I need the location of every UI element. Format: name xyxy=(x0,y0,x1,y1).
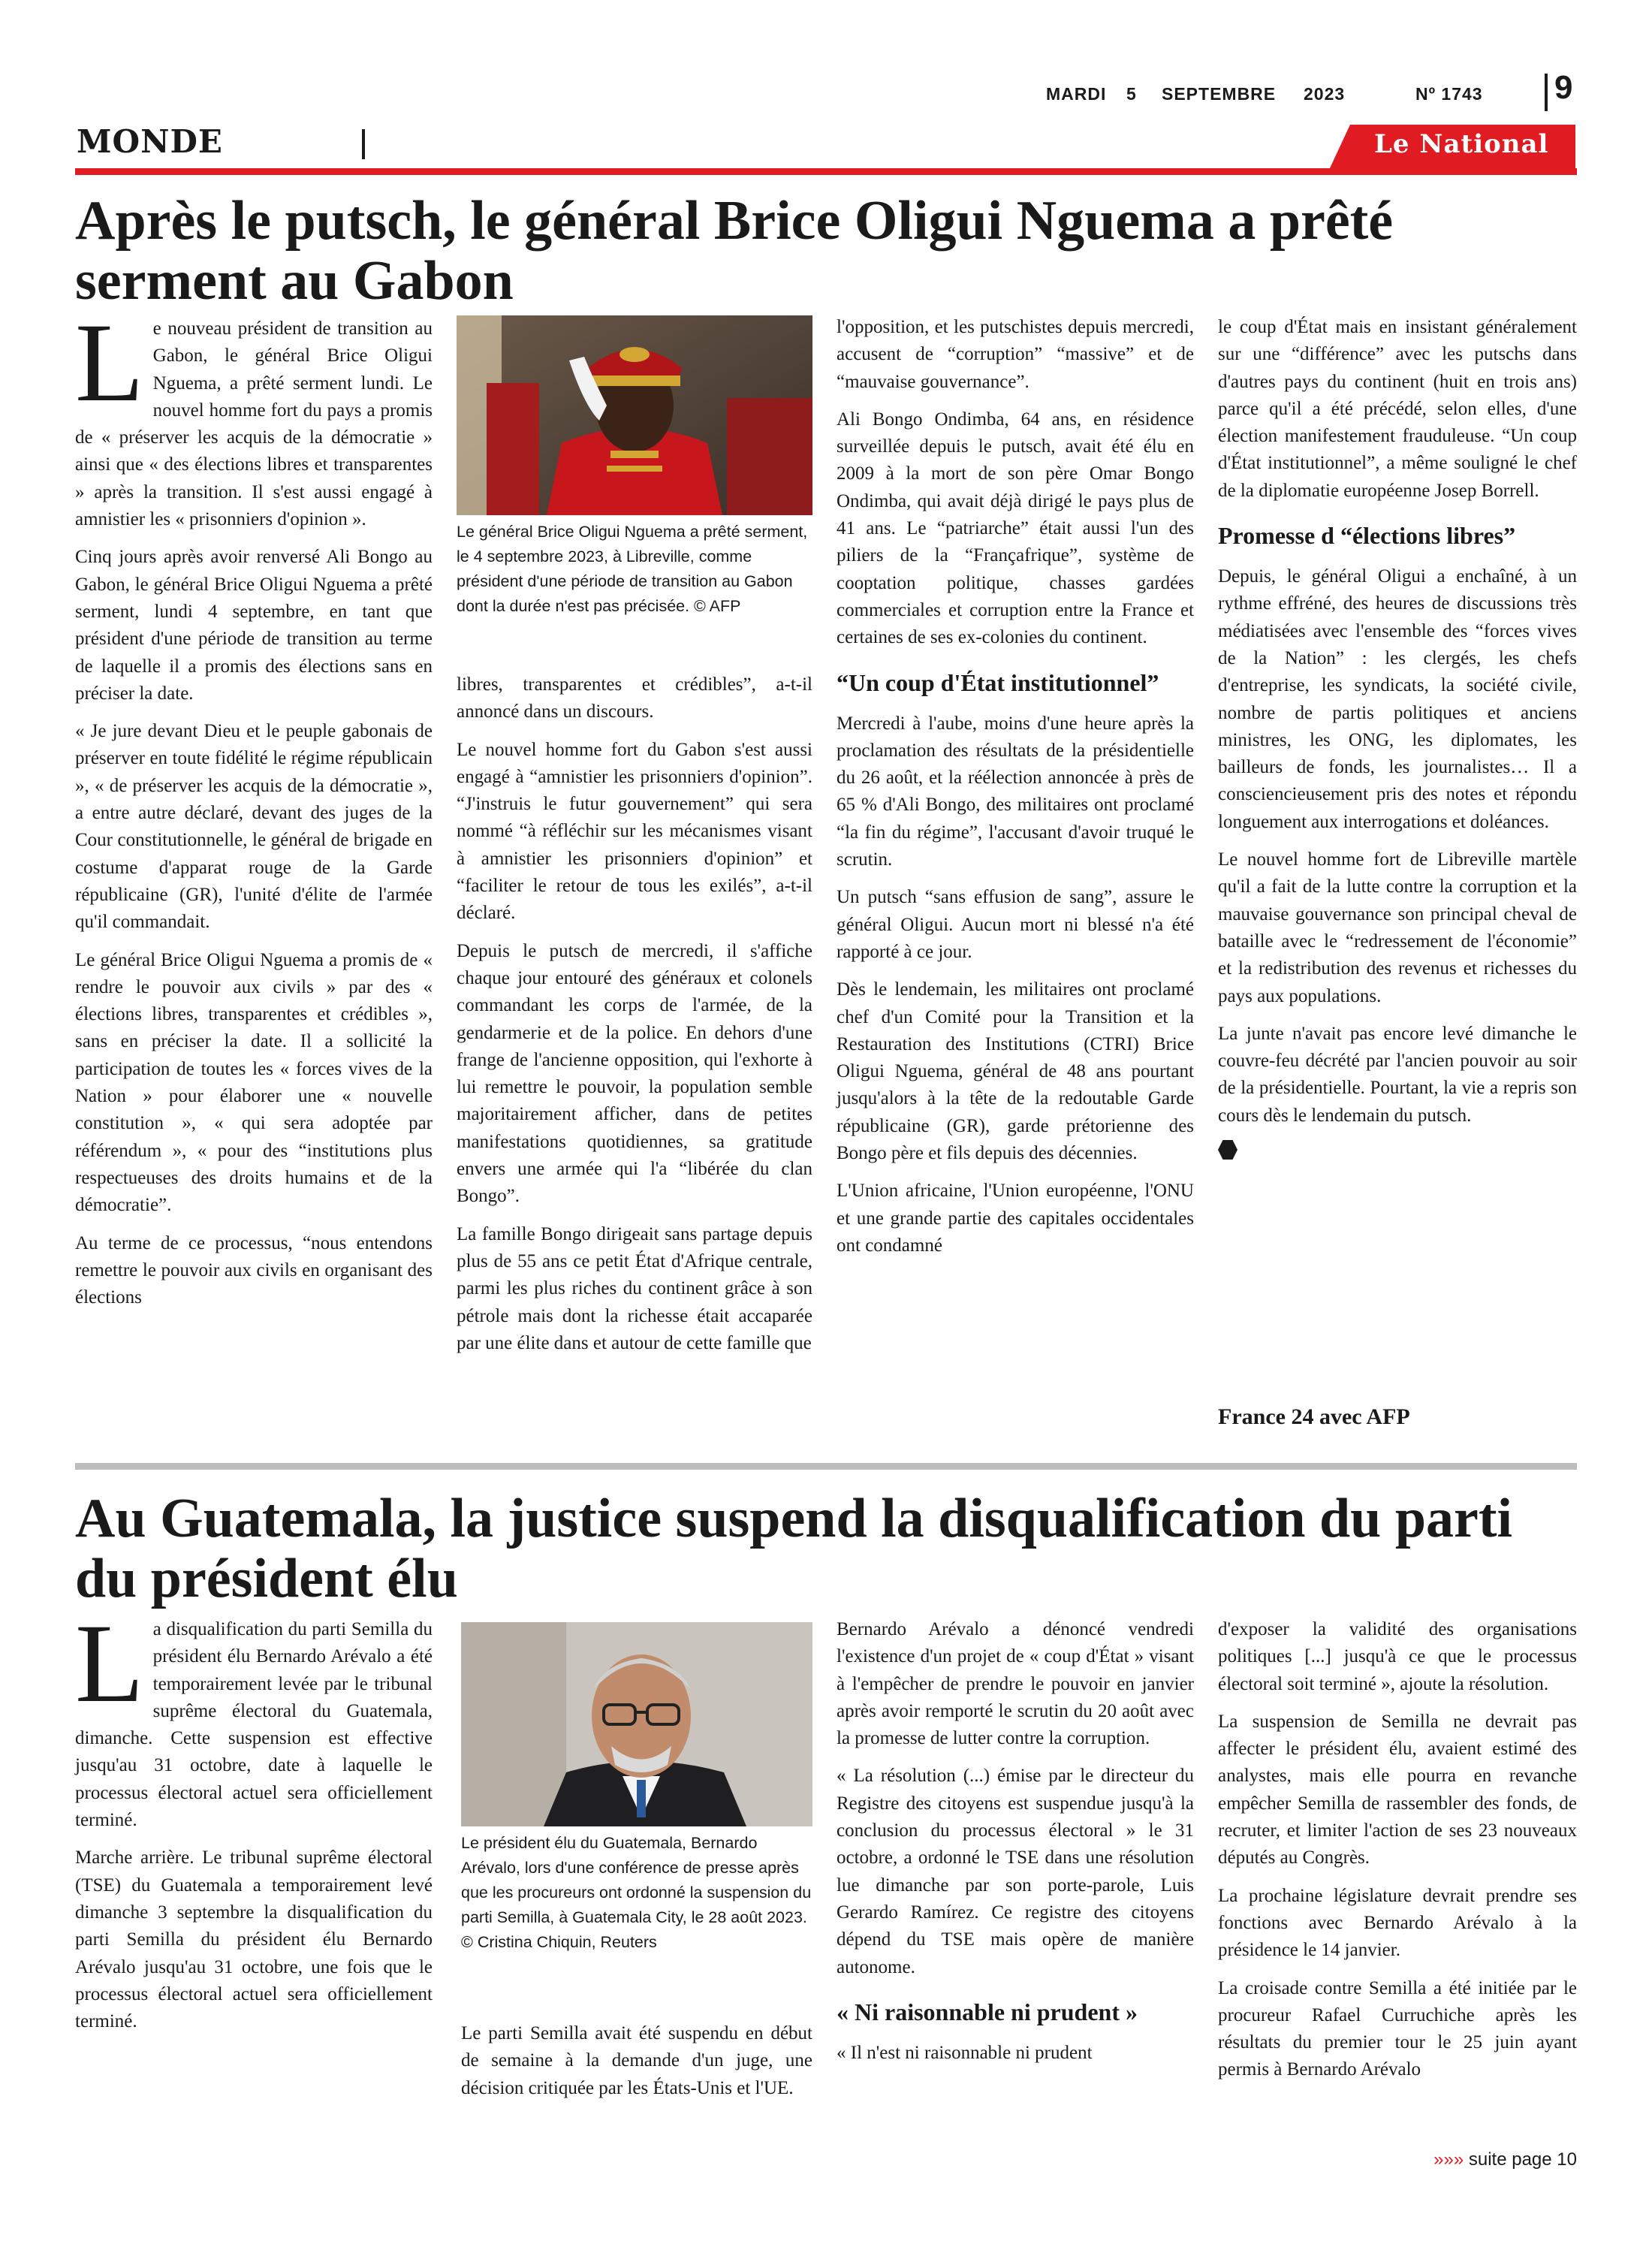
article1-subhead: “Un coup d'État institutionnel” xyxy=(837,668,1159,696)
article2-paragraph: La prochaine législature devrait prendre ses fonctions avec Bernardo Arévalo à la présidence le 14 janvier. xyxy=(1218,1885,1577,1961)
article1-paragraph: L'Union africaine, l'Union européenne, l'ONU et une grande partie des capitales occidentales ont condamné xyxy=(837,1181,1194,1256)
article-separator xyxy=(75,1463,1577,1470)
article1-column-1 xyxy=(75,300,433,1322)
article2-paragraph: Marche arrière. Le tribunal suprême électoral (TSE) du Guatemala a temporairement levé dimanche 3 septembre la disqualification du parti Semilla du président élu Bernardo Arévalo jusqu'au 31 octobre, une fois que le processus électoral actuel sera officiellement terminé. xyxy=(75,1847,433,2032)
article1-paragraph: La famille Bongo dirigeait sans partage depuis plus de 55 ans ce petit État d'Afrique centrale, parmi les plus riches du continent grâce à son pétrole mais dont la richesse était accaparée par une élite dans et autour de cette famille que xyxy=(457,1223,812,1353)
continued-label: suite page 10 xyxy=(1468,2149,1577,2170)
article1-subhead: Promesse d “élections libres” xyxy=(1218,522,1516,550)
article2-paragraph: d'exposer la validité des organisations politiques [...] jusqu'à ce que le processus électoral soit terminé », ajoute la résolution. xyxy=(1218,1619,1577,1694)
article1-paragraph: Le général Brice Oligui Nguema a promis de « rendre le pouvoir aux civils » par des « élections libres, transparentes et crédibles », sans en préciser la date. Il a sollicité la participation de toutes les « forces vives de la Nation » pour élaborer une « nouvelle constitution », « qui sera adoptée par référendum », « pour des “institutions plus respectueuses des droits humains et de la démocratie”. xyxy=(75,949,433,1216)
article2-headline xyxy=(75,1488,1592,1609)
article1-column-2 xyxy=(457,671,812,1368)
article2-paragraph: « La résolution (...) émise par le directeur du Registre des citoyens est suspendue jusqu'à la conclusion du processus électoral » le 31 octobre, a ordonné le TSE dans une résolution lue dimanche par son porte-parole, Luis Gerardo Ramírez. Ce registre des citoyens dépend du TSE mais opère de manière autonome. xyxy=(837,1766,1194,1977)
continued-link[interactable] xyxy=(1367,2149,1577,2170)
article1-paragraph: libres, transparentes et crédibles”, a-t-il annoncé dans un discours. xyxy=(457,674,812,722)
article1-paragraph: Mercredi à l'aube, moins d'une heure après la proclamation des résultats de la présidentielle du 26 août, et la réélection annoncée à près de 65 % d'Ali Bongo, des militaires ont proclamé “la fin du régime”, l'accusant d'avoir truqué le scrutin. xyxy=(837,713,1194,870)
header-rule xyxy=(75,168,1577,175)
general-portrait-image xyxy=(457,315,812,515)
article1-paragraph: Depuis, le général Oligui a enchaîné, à un rythme effréné, des heures de discussions très médiatisées avec l'ensemble des “forces vives de la Nation” : les clergés, les chefs d'entreprise, les syndicats, la société civile, nombre de partis politiques et anciens ministres, les ONG, les diplomates, les bailleurs de fonds, les journalistes… Il a consciencieusement pris des notes et répondu longuement aux interrogations et doléances. xyxy=(1218,566,1577,832)
article2-paragraph: Bernardo Arévalo a dénoncé vendredi l'existence d'un projet de « coup d'État » visant à l'empêcher de prendre le pouvoir en janvier après avoir remporté le scrutin du 20 août avec la promesse de lutter contre la corruption. xyxy=(837,1619,1194,1749)
article1-headline-line1: Après le putsch, le général Brice Oligui Nguema a prêté xyxy=(75,190,1394,252)
article2-column-1 xyxy=(75,1601,433,2046)
article1-caption: Le général Brice Oligui Nguema a prêté serment, le 4 septembre 2023, à Libreville, comme président d'une période de transition au Gabon dont la durée n'est pas précisée. © AFP xyxy=(457,523,808,615)
header-day: MARDI xyxy=(1046,84,1107,104)
article1-paragraph: Le nouvel homme fort de Libreville martèle qu'il a fait de la lutte contre la corruption et la mauvaise gouvernance son principal cheval de bataille avec le “redressement de l'économie” et la redistribution des revenus et richesses du pays aux populations. xyxy=(1218,849,1577,1006)
article1-paragraph: Au terme de ce processus, “nous entendons remettre le pouvoir aux civils en organisant des élections xyxy=(75,1232,433,1308)
article2-photo xyxy=(461,1622,812,1826)
article2-dropcap: L xyxy=(75,1601,144,1726)
article2-paragraph: Le parti Semilla avait été suspendu en début de semaine à la demande d'un juge, une décision critiquée par les États-Unis et l'UE. xyxy=(461,2023,812,2098)
article1-paragraph: Le nouvel homme fort du Gabon s'est aussi engagé à “amnistier les prisonniers d'opinion”. “J'instruis le futur gouvernement” qui sera nommé “à réfléchir sur les mécanismes visant à amnistier les prisonniers d'opinion” et “faciliter le retour de tous les exilés”, a-t-il déclaré. xyxy=(457,739,812,924)
page-number-divider xyxy=(1545,74,1548,111)
article1-paragraph: Ali Bongo Ondimba, 64 ans, en résidence surveillée depuis le putsch, avait été élu en 2009 à la mort de son père Omar Bongo Ondimba, qui avait déjà dirigé le pays plus de 41 ans. Le “patriarche” était aussi l'un des piliers de la “Françafrique”, système de cooptation politique, chasses gardées commerciales et corruption entre la France et certaines de ses ex-colonies du continent. xyxy=(837,409,1194,648)
article2-subhead: « Ni raisonnable ni prudent » xyxy=(837,1998,1138,2025)
article2-paragraph: La croisade contre Semilla a été initiée par le procureur Rafael Curruchiche après les résultats du premier tour le 25 juin ayant permis à Bernardo Arévalo xyxy=(1218,1977,1577,2080)
article1-paragraph: Cinq jours après avoir renversé Ali Bongo au Gabon, le général Brice Oligui Nguema a prêté serment, lundi 4 septembre, en tant que président d'une période de transition au terme de laquelle il a promis des élections sans en préciser la date. xyxy=(75,547,433,704)
article1-paragraph: le coup d'État mais en insistant généralement sur une “différence” avec les putschs dans d'autres pays du continent (huit en trois ans) parce qu'il a été précédé, selon elles, d'une élection manifestement frauduleuse. “Un coup d'État institutionnel”, a même souligné le chef de la diplomatie européenne Josep Borrell. xyxy=(1218,317,1577,501)
article2-column-2 xyxy=(461,2020,812,2113)
article1-paragraph: « Je jure devant Dieu et le peuple gabonais de préserver en toute fidélité le régime républicain », « de préserver les acquis de la démocratie », a entre autre déclaré, devant des juges de la Cour constitutionnelle, le général de brigade en costume d'apparat rouge de la Garde républicaine (GR), l'unité d'élite de l'armée qu'il commandait. xyxy=(75,721,433,933)
article1-paragraph: e nouveau président de transition au Gabon, le général Brice Oligui Nguema, a prêté serment lundi. Le nouvel homme fort du pays a promis de « préserver les acquis de la démocratie » ainsi que « des élections libres et transparentes » après la transition. Il s'est aussi engagé à amnistier les « prisonniers d'opinion ». xyxy=(75,318,433,530)
article1-dropcap: L xyxy=(75,300,144,425)
article1-photo xyxy=(457,315,812,515)
article1-paragraph: Dès le lendemain, les militaires ont proclamé chef d'un Comité pour la Transition et la Restauration des Institutions (CTRI) Brice Oligui Nguema, général de 48 ans pourtant jusqu'alors à la tête de la redoutable Garde républicaine (GR), garde prétorienne des Bongo père et fils depuis des décennies. xyxy=(837,979,1194,1164)
president-portrait-image xyxy=(461,1622,812,1826)
section-title: MONDE xyxy=(77,123,223,160)
article2-paragraph: a disqualification du parti Semilla du président élu Bernardo Arévalo a été temporairement levée par le tribunal suprême électoral du Guatemala, dimanche. Cette suspension est effective jusqu'au 31 octobre, date à laquelle le processus électoral actuel sera officiellement terminé. xyxy=(75,1619,433,1831)
article1-headline xyxy=(75,191,1592,311)
article1-paragraph: La junte n'avait pas encore levé dimanche le couvre-feu décrété par l'ancien pouvoir au soir de la présidentielle. Pourtant, la vie a repris son cours dès le lendemain du putsch. xyxy=(1218,1023,1577,1126)
article2-headline-line1: Au Guatemala, la justice suspend la disqualification du parti xyxy=(75,1488,1513,1549)
article-end-icon xyxy=(1218,1140,1237,1160)
article2-paragraph: « Il n'est ni raisonnable ni prudent xyxy=(837,2042,1093,2063)
section-divider xyxy=(362,129,365,159)
article1-headline-line2: serment au Gabon xyxy=(75,250,514,312)
page-number: 9 xyxy=(1554,69,1573,106)
header-year: 2023 xyxy=(1304,84,1346,104)
header-date: 5 xyxy=(1126,84,1137,104)
article2-paragraph: La suspension de Semilla ne devrait pas affecter le président élu, avaient estimé des analystes, mais elle pourra en revanche empêcher Semilla de rassembler des fonds, de recruter, et limiter l'action de ses 23 nouveaux députés au Congrès. xyxy=(1218,1711,1577,1868)
article1-credit: France 24 avec AFP xyxy=(1218,1404,1410,1429)
article2-headline-line2: du président élu xyxy=(75,1548,458,1609)
header-month: SEPTEMBRE xyxy=(1162,84,1277,104)
article1-paragraph: Un putsch “sans effusion de sang”, assure le général Oligui. Aucun mort ni blessé n'a été rapporté à ce jour. xyxy=(837,887,1194,962)
article2-column-3 xyxy=(837,1616,1194,2077)
header-issue: Nº 1743 xyxy=(1415,84,1483,104)
article1-paragraph: Depuis le putsch de mercredi, il s'affiche chaque jour entouré des généraux et colonels commandant les corps de l'armée, de la gendarmerie et de la police. En dehors d'une frange de l'ancienne opposition, qui l'exhorte à lui remettre le pouvoir, la population semble majoritairement afficher, dans de petites manifestations quotidiennes, sa gratitude envers une armée qui l'a “libérée du clan Bongo”. xyxy=(457,940,812,1207)
article1-column-4 xyxy=(1218,314,1577,1168)
brand-name: Le National xyxy=(1374,129,1549,159)
article2-column-4 xyxy=(1218,1616,1577,2095)
article1-column-3 xyxy=(837,314,1194,1270)
continued-arrows-icon: »»» xyxy=(1433,2149,1464,2170)
article1-paragraph: l'opposition, et les putschistes depuis mercredi, accusent de “corruption” “massive” et de “mauvaise gouvernance”. xyxy=(837,317,1194,392)
article2-caption: Le président élu du Guatemala, Bernardo Arévalo, lors d'une conférence de presse après que les procureurs ont ordonné la suspension du parti Semilla, à Guatemala City, le 28 août 2023. © Cristina Chiquin, Reuters xyxy=(461,1834,812,1951)
